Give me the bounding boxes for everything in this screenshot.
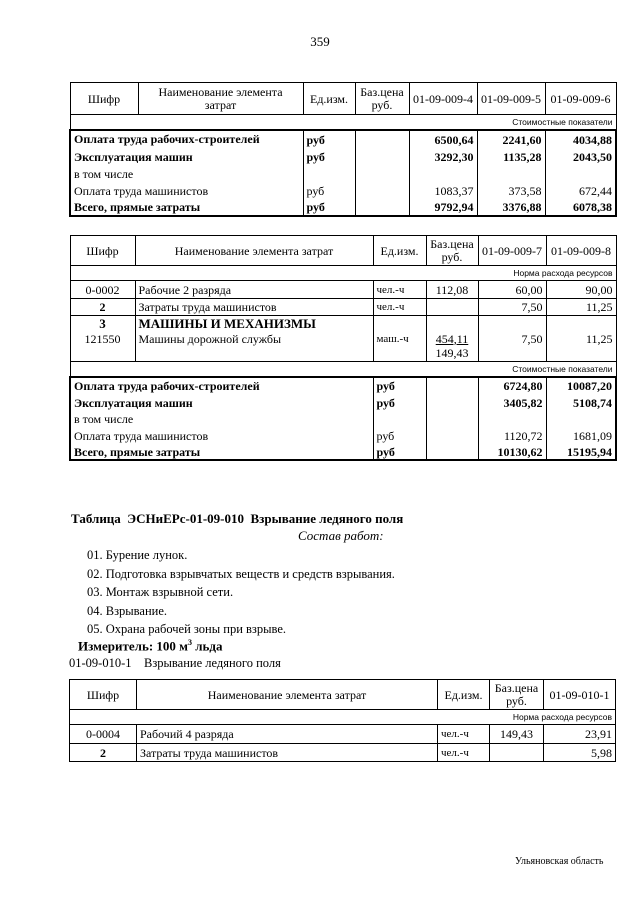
row-name: Эксплуатация машин bbox=[70, 394, 373, 411]
header-code: Шифр bbox=[70, 236, 135, 266]
row-value: 2241,60 bbox=[477, 130, 545, 148]
row-value: 7,50 bbox=[478, 299, 546, 316]
row-price: 112,08 bbox=[426, 281, 478, 299]
header-code: Шифр bbox=[70, 680, 137, 710]
header-code: Шифр bbox=[70, 83, 138, 115]
row-unit: руб bbox=[373, 444, 426, 460]
row-name: Оплата труда рабочих-строителей bbox=[70, 377, 373, 394]
meter-label: Измеритель: 100 $м^3$ льда bbox=[78, 638, 223, 654]
row-value: 373,58 bbox=[477, 182, 545, 199]
row-name: Рабочие 2 разряда bbox=[135, 281, 373, 299]
row-name: Эксплуатация машин bbox=[70, 148, 303, 165]
row-unit: руб bbox=[373, 394, 426, 411]
row-value: 9792,94 bbox=[409, 199, 477, 216]
work-item: 03. Монтаж взрывной сети. bbox=[87, 585, 234, 599]
header-price: Баз.цена руб. bbox=[426, 236, 478, 266]
row-value: 2043,50 bbox=[545, 148, 616, 165]
row-price-2: 149,43 bbox=[435, 345, 469, 360]
row-value: 60,00 bbox=[478, 281, 546, 299]
row-value: 1120,72 bbox=[478, 427, 546, 444]
row-unit: руб bbox=[303, 130, 355, 148]
row-name: Всего, прямые затраты bbox=[70, 199, 303, 216]
header-col: 01-09-009-5 bbox=[477, 83, 545, 115]
row-code: 2 bbox=[70, 299, 135, 316]
works-title: Состав работ: bbox=[298, 528, 384, 543]
header-col: 01-09-009-7 bbox=[478, 236, 546, 266]
meter-sup: 3 bbox=[188, 638, 193, 647]
work-item: 01. Бурение лунок. bbox=[87, 548, 188, 562]
row-name: Рабочий 4 разряда bbox=[137, 725, 438, 744]
row-name: Оплата труда рабочих-строителей bbox=[70, 130, 303, 148]
footer-region: Ульяновская область bbox=[515, 856, 604, 867]
row-code: 2 bbox=[70, 744, 137, 762]
row-value: 3292,30 bbox=[409, 148, 477, 165]
row-value: 5108,74 bbox=[546, 394, 616, 411]
header-col: 01-09-009-4 bbox=[409, 83, 477, 115]
row-unit: чел.-ч bbox=[373, 299, 426, 316]
row-value: 10087,20 bbox=[546, 377, 616, 394]
row-value: 11,25 bbox=[546, 299, 616, 316]
row-unit: руб bbox=[303, 148, 355, 165]
header-col: 01-09-010-1 bbox=[544, 680, 616, 710]
row-price: 454,11 bbox=[435, 331, 469, 346]
work-item: 04. Взрывание. bbox=[87, 603, 168, 618]
row-unit: руб bbox=[373, 427, 426, 444]
row-value: 6078,38 bbox=[545, 199, 616, 216]
row-value: 6724,80 bbox=[478, 377, 546, 394]
row-value: 1681,09 bbox=[546, 427, 616, 444]
row-name: Затраты труда машинистов bbox=[137, 744, 438, 762]
table-title: Таблица ЭСНиЕРс-01-09-010 Взрывание ледяного поля bbox=[71, 511, 404, 526]
section-label: Стоимостные показатели bbox=[70, 362, 616, 378]
header-col: 01-09-009-8 bbox=[546, 236, 616, 266]
row-code: 121550 bbox=[70, 332, 135, 362]
table-2 bbox=[69, 235, 617, 461]
row-code: 0-0002 bbox=[70, 281, 135, 299]
table-1 bbox=[69, 82, 617, 217]
header-unit: Ед.изм. bbox=[438, 680, 490, 710]
row-unit: маш.-ч bbox=[373, 332, 426, 362]
row-value: 90,00 bbox=[546, 281, 616, 299]
work-item: 02. Подготовка взрывчатых веществ и средств взрывания. bbox=[87, 566, 395, 581]
row-value: 6500,64 bbox=[409, 130, 477, 148]
machines-title: МАШИНЫ И МЕХАНИЗМЫ bbox=[135, 316, 373, 332]
row-name: Оплата труда машинистов bbox=[70, 427, 373, 444]
row-value: 1135,28 bbox=[477, 148, 545, 165]
row-name: Всего, прямые затраты bbox=[70, 444, 373, 460]
row-value: 10130,62 bbox=[478, 444, 546, 460]
row-unit: чел.-ч bbox=[438, 744, 490, 762]
section-label: Норма расхода ресурсов bbox=[70, 710, 616, 725]
row-unit: руб bbox=[303, 199, 355, 216]
row-value: 11,25 bbox=[546, 332, 616, 362]
row-name: в том числе bbox=[70, 411, 373, 427]
row-value: 4034,88 bbox=[545, 130, 616, 148]
header-name: Наименование элемента затрат bbox=[137, 680, 438, 710]
row-value: 672,44 bbox=[545, 182, 616, 199]
row-unit: чел.-ч bbox=[373, 281, 426, 299]
header-col: 01-09-009-6 bbox=[545, 83, 616, 115]
row-name: Затраты труда машинистов bbox=[135, 299, 373, 316]
header-unit: Ед.изм. bbox=[303, 83, 355, 115]
row-unit: руб bbox=[373, 377, 426, 394]
header-name: Наименование элемента затрат bbox=[135, 236, 373, 266]
row-value: 1083,37 bbox=[409, 182, 477, 199]
row-code: 0-0004 bbox=[70, 725, 137, 744]
row-price: 149,43 bbox=[490, 725, 544, 744]
page-number: 359 bbox=[310, 34, 330, 49]
works-list bbox=[87, 546, 395, 639]
row-value: 23,91 bbox=[544, 725, 616, 744]
subtitle: 01-09-010-1 Взрывание ледяного поля bbox=[69, 656, 281, 670]
row-name: в том числе bbox=[70, 165, 303, 182]
row-unit: чел.-ч bbox=[438, 725, 490, 744]
row-unit: руб bbox=[303, 182, 355, 199]
machines-code: 3 bbox=[70, 316, 135, 332]
section-label: Стоимостные показатели bbox=[70, 115, 616, 131]
row-name: Машины дорожной службы bbox=[135, 332, 373, 362]
row-value: 3376,88 bbox=[477, 199, 545, 216]
row-value: 7,50 bbox=[478, 332, 546, 362]
header-unit: Ед.изм. bbox=[373, 236, 426, 266]
section-label: Норма расхода ресурсов bbox=[70, 266, 616, 281]
work-item: 05. Охрана рабочей зоны при взрыве. bbox=[87, 622, 286, 636]
row-name: Оплата труда машинистов bbox=[70, 182, 303, 199]
row-value: 15195,94 bbox=[546, 444, 616, 460]
header-name: Наименование элемента затрат bbox=[138, 83, 303, 115]
row-value: 3405,82 bbox=[478, 394, 546, 411]
row-value: 5,98 bbox=[544, 744, 616, 762]
table-3 bbox=[69, 679, 616, 762]
header-price: Баз.цена руб. bbox=[490, 680, 544, 710]
header-price: Баз.цена руб. bbox=[355, 83, 409, 115]
